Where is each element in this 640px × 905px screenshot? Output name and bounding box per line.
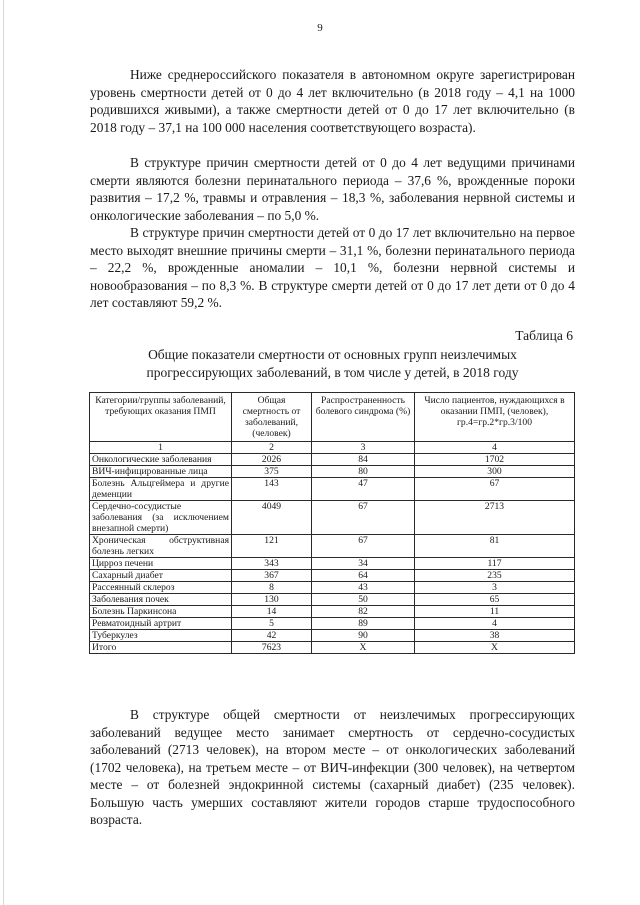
table-row bbox=[90, 501, 575, 535]
column-number: 1 bbox=[90, 442, 232, 454]
table-header-row bbox=[90, 393, 575, 442]
row-deaths: 367 bbox=[232, 570, 312, 582]
page-number: 9 bbox=[317, 22, 323, 34]
table-row bbox=[90, 582, 575, 594]
row-pain: 43 bbox=[312, 582, 415, 594]
row-category: Цирроз печени bbox=[90, 558, 232, 570]
table-title-line-1: Общие показатели смертности от основных групп неизлечимых bbox=[148, 347, 517, 362]
row-category: Рассеянный склероз bbox=[90, 582, 232, 594]
row-deaths: 14 bbox=[232, 606, 312, 618]
mortality-table bbox=[89, 392, 575, 654]
row-pain: 47 bbox=[312, 478, 415, 501]
row-patients: 1702 bbox=[415, 454, 575, 466]
row-pain: 90 bbox=[312, 630, 415, 642]
row-patients: 11 bbox=[415, 606, 575, 618]
header-pain-prevalence: Распространенность болевого синдрома (%) bbox=[312, 393, 415, 442]
table-total-row bbox=[90, 642, 575, 654]
row-patients: 117 bbox=[415, 558, 575, 570]
row-pain: 80 bbox=[312, 466, 415, 478]
row-deaths: 7623 bbox=[232, 642, 312, 654]
column-number: 3 bbox=[312, 442, 415, 454]
header-total-deaths: Общая смертность от заболеваний, (человек) bbox=[232, 393, 312, 442]
table-row bbox=[90, 478, 575, 501]
table-title bbox=[90, 346, 575, 382]
row-deaths: 4049 bbox=[232, 501, 312, 535]
row-category: Сердечно-сосудистые заболевания (за исключением внезапной смерти) bbox=[90, 501, 232, 535]
row-deaths: 143 bbox=[232, 478, 312, 501]
table-row bbox=[90, 594, 575, 606]
page-edge-line bbox=[3, 0, 4, 905]
row-category: Туберкулез bbox=[90, 630, 232, 642]
row-category: Ревматоидный артрит bbox=[90, 618, 232, 630]
table-row bbox=[90, 454, 575, 466]
row-patients: 67 bbox=[415, 478, 575, 501]
row-patients: 4 bbox=[415, 618, 575, 630]
row-pain: Х bbox=[312, 642, 415, 654]
row-pain: 67 bbox=[312, 501, 415, 535]
row-patients: 300 bbox=[415, 466, 575, 478]
header-patients-needing-care: Число пациентов, нуждающихся в оказании ПМП, (человек), гр.4=гр.2*гр.3/100 bbox=[415, 393, 575, 442]
paragraph-causes-0-17: В структуре причин смертности детей от 0 до 17 лет включительно на первое место выходят внешние причины смерти – 31,1 %, болезни перинатального периода – 22,2 %, врожденные аномалии – 10,1 %, болезни нервной системы и новообразования – по 8,3 %. В структуре смерти детей от 0 до 17 лет дети от 0 до 4 лет составляют 59,2 %. bbox=[90, 225, 575, 310]
row-deaths: 343 bbox=[232, 558, 312, 570]
row-patients: Х bbox=[415, 642, 575, 654]
paragraph-mortality-structure: В структуре общей смертности от неизлечимых прогрессирующих заболеваний ведущее место занимает смертность от сердечно-сосудистых заболеваний (2713 человек), на втором месте – от онкологических заболеваний (1702 человека), на третьем месте – от ВИЧ-инфекции (300 человек), на четвертом месте – от болезней эндокринной системы (сахарный диабет) (235 человек). Большую часть умерших составляют жители городов старше трудоспособного возраста. bbox=[90, 707, 575, 827]
row-patients: 65 bbox=[415, 594, 575, 606]
table-row bbox=[90, 466, 575, 478]
row-category: Болезнь Альцгеймера и другие деменции bbox=[90, 478, 232, 501]
row-category: Болезнь Паркинсона bbox=[90, 606, 232, 618]
row-category: Итого bbox=[90, 642, 232, 654]
row-deaths: 5 bbox=[232, 618, 312, 630]
table-label: Таблица 6 bbox=[515, 328, 573, 343]
row-category: ВИЧ-инфицированные лица bbox=[90, 466, 232, 478]
row-patients: 3 bbox=[415, 582, 575, 594]
row-patients: 235 bbox=[415, 570, 575, 582]
table-row bbox=[90, 618, 575, 630]
table-column-numbers-row bbox=[90, 442, 575, 454]
column-number: 4 bbox=[415, 442, 575, 454]
table-row bbox=[90, 606, 575, 618]
row-pain: 64 bbox=[312, 570, 415, 582]
row-patients: 81 bbox=[415, 535, 575, 558]
row-deaths: 8 bbox=[232, 582, 312, 594]
row-deaths: 375 bbox=[232, 466, 312, 478]
paragraph-causes-0-4: В структуре причин смертности детей от 0 до 4 лет ведущими причинами смерти являются болезни перинатального периода – 37,6 %, врожденные пороки развития – 17,2 %, травмы и отравления – 18,3 %, заболевания нервной системы и онкологические заболевания – по 5,0 %. bbox=[90, 155, 575, 223]
paragraph-child-mortality-level: Ниже среднероссийского показателя в автономном округе зарегистрирован уровень смертности детей от 0 до 4 лет включительно (в 2018 году – 4,1 на 1000 родившихся живыми), а также смертности детей от 0 до 17 лет включительно (в 2018 году – 37,1 на 100 000 населения соответствующего возраста). bbox=[90, 67, 575, 135]
row-pain: 67 bbox=[312, 535, 415, 558]
table-row bbox=[90, 535, 575, 558]
table-row bbox=[90, 630, 575, 642]
row-pain: 84 bbox=[312, 454, 415, 466]
row-pain: 50 bbox=[312, 594, 415, 606]
row-pain: 82 bbox=[312, 606, 415, 618]
row-category: Сахарный диабет bbox=[90, 570, 232, 582]
row-category: Онкологические заболевания bbox=[90, 454, 232, 466]
row-patients: 2713 bbox=[415, 501, 575, 535]
row-deaths: 42 bbox=[232, 630, 312, 642]
row-pain: 34 bbox=[312, 558, 415, 570]
row-category: Хроническая обструктивная болезнь легких bbox=[90, 535, 232, 558]
table-title-line-2: прогрессирующих заболеваний, в том числе у детей, в 2018 году bbox=[146, 365, 519, 380]
column-number: 2 bbox=[232, 442, 312, 454]
row-deaths: 130 bbox=[232, 594, 312, 606]
row-pain: 89 bbox=[312, 618, 415, 630]
header-category: Категории/группы заболеваний, требующих оказания ПМП bbox=[90, 393, 232, 442]
table-row bbox=[90, 558, 575, 570]
table-row bbox=[90, 570, 575, 582]
row-patients: 38 bbox=[415, 630, 575, 642]
row-category: Заболевания почек bbox=[90, 594, 232, 606]
row-deaths: 2026 bbox=[232, 454, 312, 466]
row-deaths: 121 bbox=[232, 535, 312, 558]
